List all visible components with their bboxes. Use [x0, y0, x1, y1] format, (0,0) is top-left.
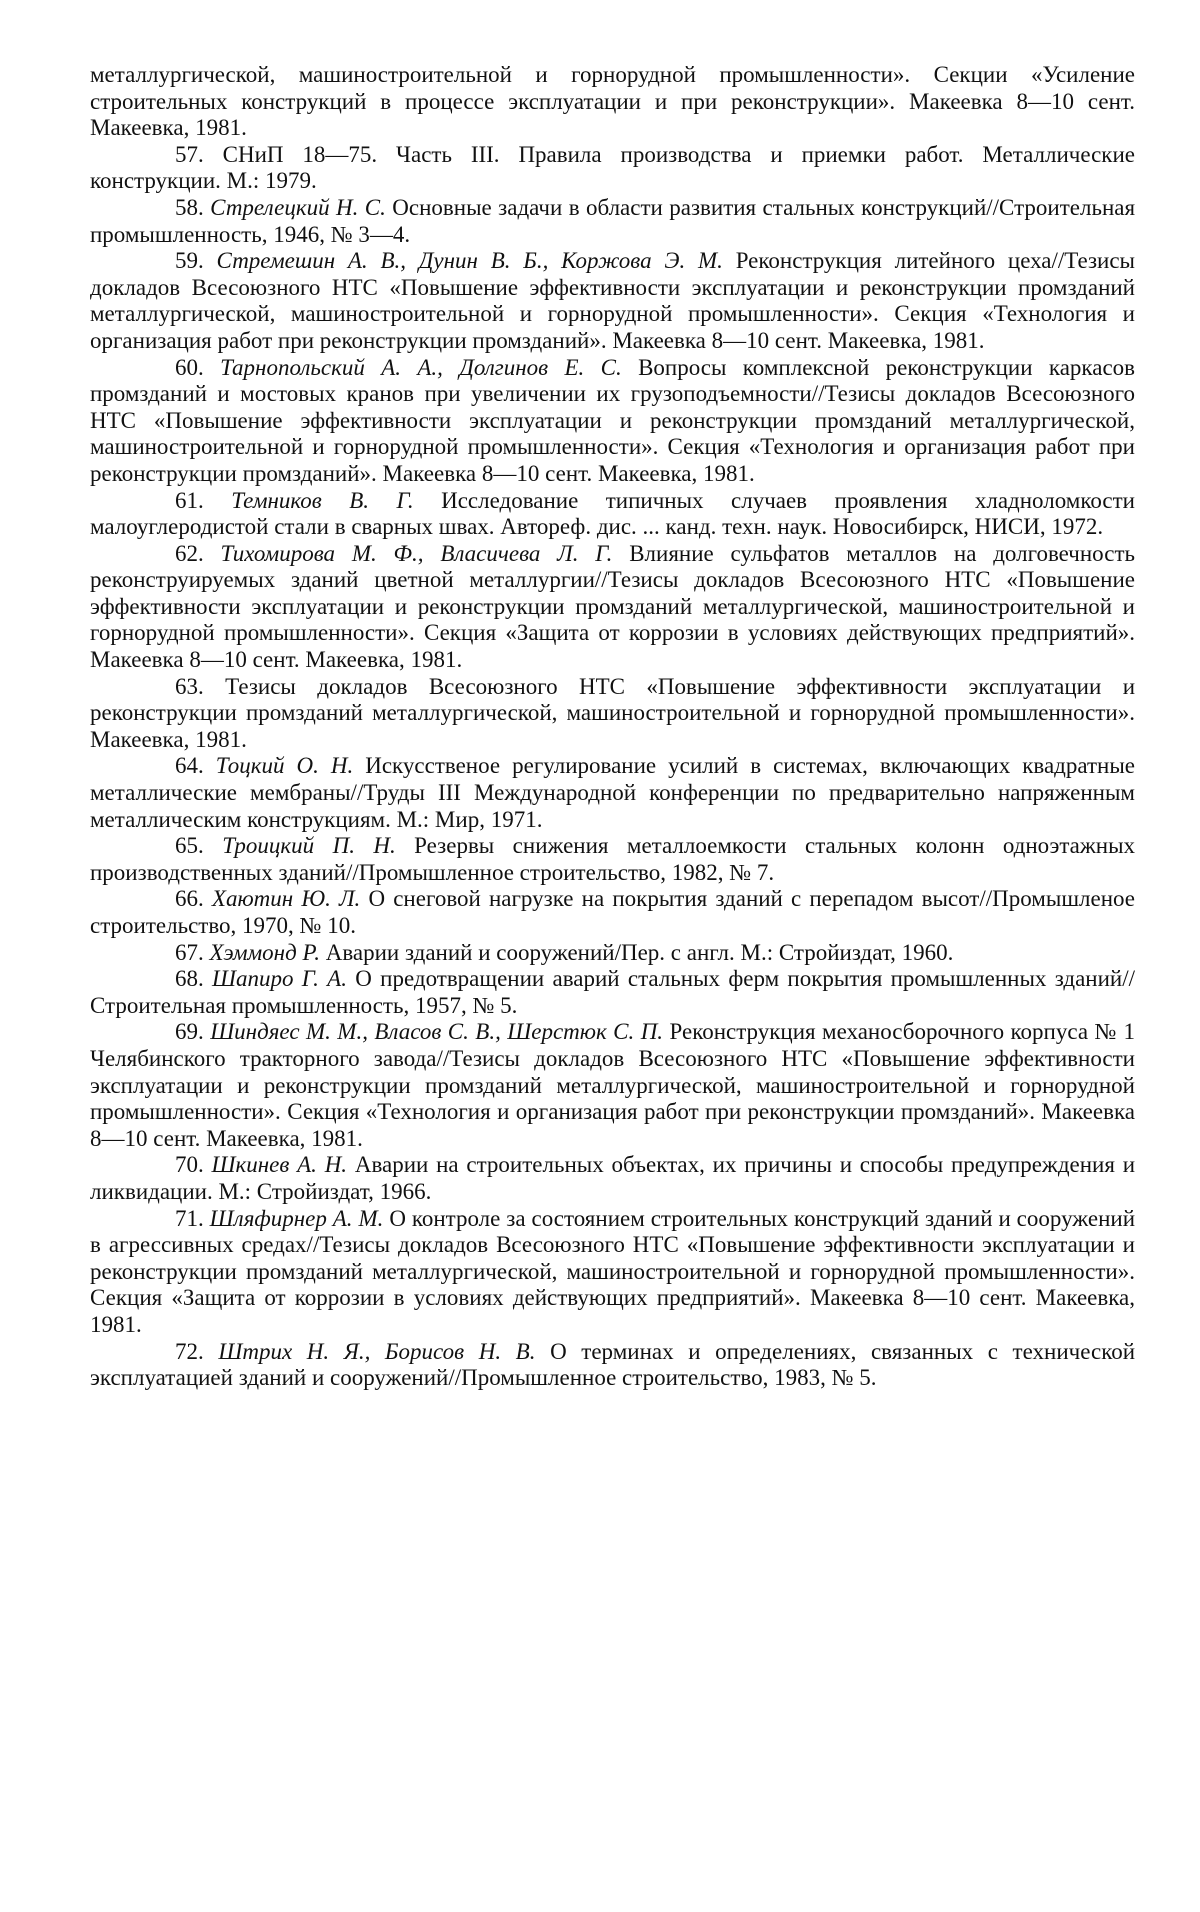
- entry-text: Исследование типичных случаев проявления хладноломкости малоуглеродистой стали в сварных швах. Автореф. дис. ... канд. техн. наук. Новосибирск, НИСИ, 1972.: [90, 487, 1135, 540]
- entry-number: 69.: [175, 1019, 204, 1045]
- bibliography-entry-71: [90, 1206, 1135, 1339]
- entry-text: СНиП 18—75. Часть III. Правила производства и приемки работ. Металлические конструкции. М.: 1979.: [90, 141, 1135, 194]
- entry-number: 68.: [175, 966, 204, 992]
- entry-number: 72.: [175, 1338, 204, 1364]
- entry-authors: Хэммонд Р.: [209, 939, 320, 965]
- bibliography-entry-62: [90, 541, 1135, 674]
- entry-text: О снеговой нагрузке на покрытия зданий с перепадом высот//Промышленое строительство, 1970, № 10.: [90, 886, 1136, 938]
- bibliography-entry-63: [90, 674, 1135, 754]
- entry-text: металлургической, машиностроительной и горнорудной промышленности». Секции «Усиление строительных конструкций в процессе эксплуатации и при реконструкции». Макеевка 8—10 сент. Макеевка, 1981.: [90, 62, 1135, 141]
- entry-number: 66.: [175, 886, 204, 912]
- entry-text: Искусственое регулирование усилий в системах, включающих квадратные металлические мембраны//Труды III Международной конференции по предварительно напряженным металлическим конструкциям. М.: Мир, 1971.: [90, 753, 1136, 832]
- entry-authors: Хаютин Ю. Л.: [211, 886, 361, 912]
- entry-authors: Тихомирова М. Ф., Власичева Л. Г.: [220, 540, 613, 566]
- entry-authors: Тоцкий О. Н.: [215, 753, 354, 779]
- entry-authors: Тарнопольский А. А., Долгинов Е. С.: [220, 354, 622, 380]
- bibliography-entry-66: [90, 886, 1135, 939]
- entry-text: О предотвращении аварий стальных ферм покрытия промышленных зданий//Строительная промышленность, 1957, № 5.: [90, 966, 1135, 1018]
- entry-number: 61.: [175, 487, 204, 513]
- entry-authors: Стрелецкий Н. С.: [210, 194, 386, 220]
- entry-number: 58.: [175, 194, 204, 220]
- bibliography-entry-continuation: [90, 62, 1135, 142]
- entry-text: Влияние сульфатов металлов на долговечность реконструируемых зданий цветной металлургии//Тезисы докладов Всесоюзного НТС «Повышение эффективности эксплуатации и реконструкции промзданий металлургической, машиностроительной и горнорудной промышленности». Секция «Защита от коррозии в условиях действующих предприятий». Макеевка 8—10 сент. Макеевка, 1981.: [90, 540, 1136, 673]
- entry-number: 57.: [175, 141, 204, 167]
- entry-authors: Стремешин А. В., Дунин В. Б., Коржова Э. М.: [216, 248, 723, 274]
- entry-text: Аварии зданий и сооружений/Пер. с англ. М.: Стройиздат, 1960.: [325, 939, 954, 965]
- entry-number: 65.: [175, 833, 204, 859]
- bibliography-entry-57: [90, 142, 1135, 195]
- bibliography-entry-67: [90, 940, 1135, 967]
- entry-number: 62.: [175, 540, 204, 566]
- bibliography-entry-68: [90, 966, 1135, 1019]
- bibliography-entry-72: [90, 1339, 1135, 1392]
- entry-number: 71.: [175, 1205, 204, 1231]
- bibliography-entry-60: [90, 355, 1135, 488]
- bibliography-page: [90, 62, 1135, 1392]
- bibliography-entry-65: [90, 833, 1135, 886]
- entry-number: 60.: [175, 354, 204, 380]
- entry-authors: Шиндяес М. М., Власов С. В., Шерстюк С. П.: [210, 1019, 664, 1045]
- entry-number: 70.: [175, 1152, 204, 1178]
- entry-text: Резервы снижения металлоемкости стальных колонн одноэтажных производственных зданий//Промышленное строительство, 1982, № 7.: [90, 833, 1136, 885]
- bibliography-entry-61: [90, 488, 1135, 541]
- bibliography-entry-69: [90, 1019, 1135, 1152]
- entry-authors: Троицкий П. Н.: [222, 833, 396, 859]
- bibliography-entry-58: [90, 195, 1135, 248]
- entry-authors: Шапиро Г. А.: [212, 966, 347, 992]
- bibliography-entry-70: [90, 1152, 1135, 1205]
- entry-text: Аварии на строительных объектах, их причины и способы предупреждения и ликвидации. М.: Стройиздат, 1966.: [90, 1152, 1136, 1204]
- entry-number: 63.: [175, 673, 204, 699]
- entry-number: 64.: [175, 753, 204, 779]
- bibliography-entry-64: [90, 753, 1135, 833]
- entry-text: Вопросы комплексной реконструкции каркасов промзданий и мостовых кранов при увеличении их грузоподъемности//Тезисы докладов Всесоюзного НТС «Повышение эффективности эксплуатации и реконструкции промзданий металлургической, машиностроительной и горнорудной промышленности». Секция «Технология и организация работ при реконструкции промзданий». Макеевка 8—10 сент. Макеевка, 1981.: [90, 354, 1136, 486]
- entry-text: О контроле за состоянием строительных конструкций зданий и сооружений в агрессивных средах//Тезисы докладов Всесоюзного НТС «Повышение эффективности эксплуатации и реконструкции промзданий металлургической, машиностроительной и горнорудной промышленности». Секция «Защита от коррозии в условиях действующих предприятий». Макеевка 8—10 сент. Макеевка, 1981.: [90, 1205, 1135, 1337]
- entry-text: Тезисы докладов Всесоюзного НТС «Повышение эффективности эксплуатации и реконструкции промзданий металлургической, машиностроительной и горнорудной промышленности». Макеевка, 1981.: [90, 673, 1136, 752]
- entry-authors: Темников В. Г.: [231, 487, 414, 513]
- entry-number: 67.: [175, 939, 204, 965]
- entry-text: Основные задачи в области развития стальных конструкций//Строительная промышленность, 1946, № 3—4.: [90, 194, 1136, 247]
- entry-authors: Штрих Н. Я., Борисов Н. В.: [218, 1338, 536, 1364]
- entry-authors: Шляфирнер А. М.: [209, 1205, 384, 1231]
- entry-number: 59.: [175, 248, 204, 274]
- entry-text: Реконструкция литейного цеха//Тезисы докладов Всесоюзного НТС «Повышение эффективности эксплуатации и реконструкции промзданий металлургической, машиностроительной и горнорудной промышленности». Секция «Технология и организация работ при реконструкции промзданий». Макеевка 8—10 сент. Макеевка, 1981.: [90, 248, 1136, 353]
- entry-text: Реконструкция механосборочного корпуса № 1 Челябинского тракторного завода//Тезисы докладов Всесоюзного НТС «Повышение эффективности эксплуатации и реконструкции промзданий металлургической, машиностроительной и горнорудной промышленности». Секция «Технология и организация работ при реконструкции промзданий». Макеевка 8—10 сент. Макеевка, 1981.: [90, 1019, 1136, 1151]
- entry-authors: Шкинев А. Н.: [211, 1152, 348, 1178]
- entry-text: О терминах и определениях, связанных с технической эксплуатацией зданий и сооружений//Промышленное строительство, 1983, № 5.: [90, 1338, 1136, 1391]
- bibliography-entry-59: [90, 248, 1135, 354]
